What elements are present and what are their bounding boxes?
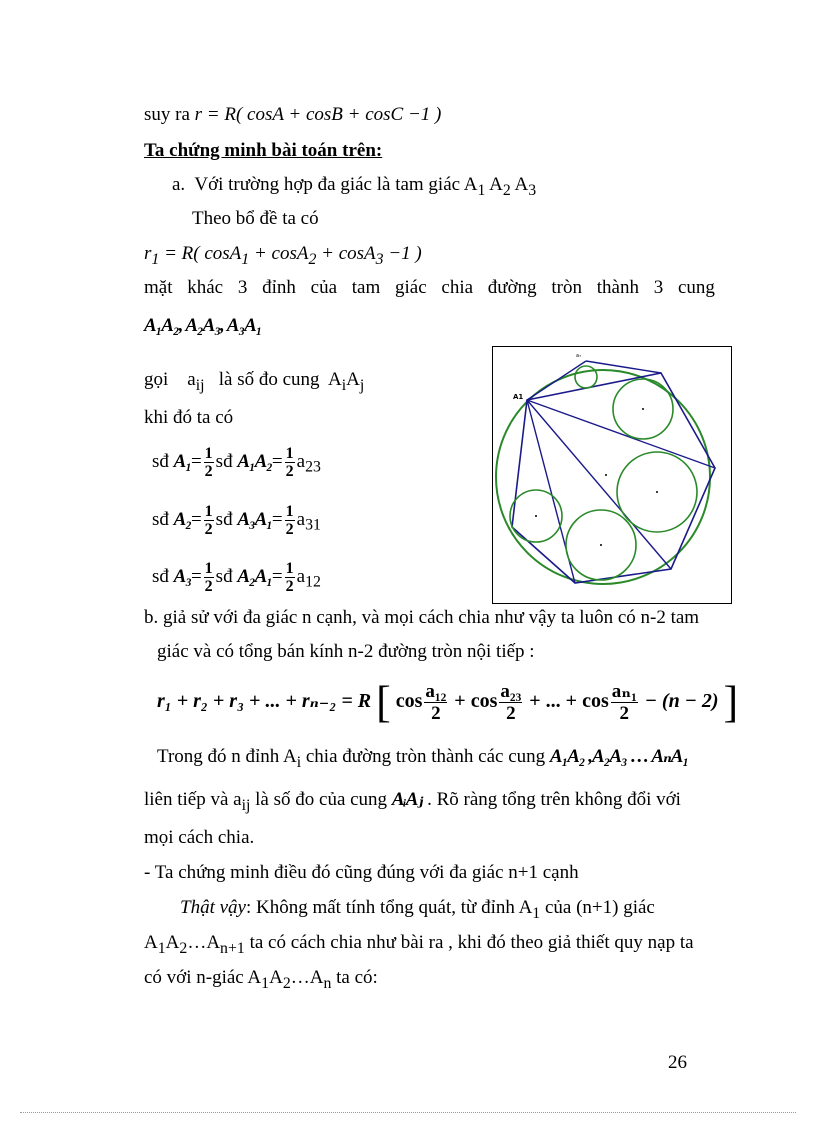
- eq-half2: [285, 560, 295, 595]
- frac-den: 2: [204, 521, 213, 538]
- eq-sd2: sđ: [215, 565, 233, 587]
- frac-den: 2: [285, 463, 294, 480]
- frac-den: 2: [506, 702, 516, 724]
- para2-text: Trong đó n đỉnh A: [157, 746, 297, 767]
- p7-s3: n+1: [220, 939, 245, 957]
- polygon-circle-figure: [492, 346, 732, 604]
- section-heading: Ta chứng minh bài toán trên:: [144, 140, 383, 161]
- eq-arc: A₂A₁: [237, 565, 272, 587]
- frac-den: 2: [204, 463, 213, 480]
- frac-num: 1: [285, 445, 294, 462]
- eq-arc: A₁A₂: [237, 450, 272, 472]
- eq-half: [204, 445, 214, 480]
- dots: + ... +: [529, 690, 578, 712]
- sum-lhs: r₁ + r₂ + r₃ + ... + rₙ₋₂ = R: [157, 690, 372, 712]
- eq-a-sub: 31: [305, 516, 321, 534]
- frac-den: 2: [431, 702, 441, 724]
- that-vay: Thật vậy: [180, 897, 246, 918]
- p7-s2: 2: [179, 939, 188, 957]
- goi-arc-s2: j: [359, 376, 365, 394]
- eq-a: a: [296, 565, 306, 587]
- eq-angle: A₂: [173, 508, 191, 530]
- f-p2: + cosA: [249, 243, 309, 264]
- frac-1: [424, 681, 447, 724]
- eq-a-sub: 23: [305, 458, 321, 476]
- cos-3: cos: [582, 690, 609, 712]
- frac-num: 1: [204, 503, 213, 520]
- para3-pre: liên tiếp và a: [144, 789, 242, 810]
- para6-sub: 1: [532, 904, 541, 922]
- goi-line: [144, 368, 364, 398]
- para-ta-chung-minh: - Ta chứng minh điều đó cũng đúng với đa giác n+1 cạnh: [144, 862, 579, 883]
- para3-rest: . Rõ ràng tổng trên không đổi với: [427, 789, 681, 810]
- sum-formula: [157, 676, 738, 726]
- eq-angle: A₃: [173, 565, 191, 587]
- cos-1: cos: [395, 690, 423, 712]
- eq-half: [204, 560, 214, 595]
- lemma-line: Theo bổ đề ta có: [192, 208, 319, 229]
- para2-sub: i: [296, 753, 302, 771]
- f-s3: 3: [375, 250, 384, 268]
- frac-num: aₙ₁: [611, 680, 637, 702]
- eq-sd: sđ: [152, 450, 169, 472]
- line-suy-ra: [144, 103, 441, 127]
- frac-num: a₁₂: [425, 680, 447, 702]
- label-small: a₇: [576, 353, 582, 359]
- f-end: −1 ): [383, 243, 422, 264]
- f-s2: 2: [308, 250, 317, 268]
- eq-sd2: sđ: [215, 450, 233, 472]
- para-moi-cach: mọi cách chia.: [144, 827, 255, 848]
- para-mat-khac: mặt khác 3 đỉnh của tam giác chia đường tròn thành 3 cung: [144, 277, 715, 298]
- r-symbol: r: [144, 243, 152, 264]
- eq-sd2: sđ: [215, 508, 233, 530]
- para3-arc: AᵢAⱼ: [391, 789, 423, 810]
- sub-1: 1: [477, 181, 486, 199]
- label-a1: A1: [513, 393, 524, 401]
- case-b-line1: b. giả sử với đa giác n cạnh, và mọi cách chia như vậy ta luôn có n-2 tam: [144, 607, 700, 628]
- frac-den: 2: [285, 521, 294, 538]
- case-a-line: [172, 173, 536, 203]
- sub-2: 2: [502, 181, 511, 199]
- goi-pre: gọi: [144, 369, 169, 390]
- frac-2: [499, 681, 522, 724]
- r-sub: 1: [151, 250, 160, 268]
- para2-arcs: A₁A₂ ,A₂A₃ … AₙA₁: [549, 746, 689, 767]
- frac-den: 2: [204, 578, 213, 595]
- eq-row: sđ A₂= $\frac{1}{2}$ sđ A₃A₁= $\frac{1}{2}$ $a_{31}$: [152, 503, 321, 538]
- p8-pre: có với n-giác A: [144, 967, 262, 988]
- f-s1: 1: [241, 250, 250, 268]
- frac-3: [611, 681, 638, 724]
- eq-a-sub: 12: [305, 573, 321, 591]
- para3-sub: ij: [241, 796, 251, 814]
- p8-s3: n: [323, 974, 332, 992]
- eq-half2: [285, 445, 295, 480]
- para-trong-do: [157, 745, 688, 775]
- p8-rest: ta có:: [331, 967, 378, 988]
- p8-c: …A: [290, 967, 324, 988]
- p7-s1: 1: [157, 939, 166, 957]
- para6-rest2: của (n+1) giác: [540, 897, 655, 918]
- r1-formula: [144, 242, 422, 272]
- eq-sd: sđ: [152, 565, 169, 587]
- para3-mid: là số đo của cung: [250, 789, 388, 810]
- case-b-line2: giác và có tổng bán kính n-2 đường tròn nội tiếp :: [157, 641, 535, 662]
- goi-arc: A: [328, 369, 342, 390]
- case-a-a2: A: [489, 174, 503, 195]
- para2-rest: chia đường tròn thành các cung: [301, 746, 546, 767]
- frac-num: 1: [285, 560, 294, 577]
- eq-angle: A₁: [173, 450, 191, 472]
- p7-b: A: [165, 932, 180, 953]
- frac-den: 2: [285, 578, 294, 595]
- p7-c: …A: [187, 932, 221, 953]
- eq-half: [204, 503, 214, 538]
- arcs-list: A₁A₂, A₂A₃, A₃A₁: [144, 315, 262, 336]
- goi-arc2: A: [346, 369, 360, 390]
- sub-3: 3: [528, 181, 537, 199]
- eq-sd: sđ: [152, 508, 169, 530]
- goi-arc-s1: i: [341, 376, 347, 394]
- eq-a: a: [296, 450, 306, 472]
- bracket-close: ]: [723, 677, 739, 727]
- goi-var: a: [187, 369, 196, 390]
- eq-row: sđ A₁= $\frac{1}{2}$ sđ A₁A₂= $\frac{1}{2}$ $a_{23}$: [152, 445, 321, 480]
- bracket-open: [: [376, 677, 391, 727]
- goi-var-sub: ij: [195, 376, 205, 394]
- case-a-a3: A: [514, 174, 529, 195]
- r-rest: = R( cosA: [159, 243, 242, 264]
- centers: [535, 408, 658, 546]
- eq-arc: A₃A₁: [237, 508, 272, 530]
- para-co-voi: [144, 966, 378, 996]
- eq-row: sđ A₃= $\frac{1}{2}$ sđ A₂A₁= $\frac{1}{2}$ $a_{12}$: [152, 560, 321, 595]
- figure-svg: [493, 347, 731, 603]
- frac-den: 2: [619, 702, 630, 724]
- para-a1a2: [144, 931, 694, 961]
- para-lien-tiep: [144, 788, 681, 818]
- p8-s2: 2: [282, 974, 291, 992]
- frac-num: 1: [204, 560, 213, 577]
- p7-a: A: [144, 932, 158, 953]
- sum-end: − (n − 2): [644, 690, 719, 712]
- plus: +: [454, 690, 466, 712]
- case-a-label: a.: [172, 174, 186, 195]
- goi-mid: là số đo cung: [218, 369, 320, 390]
- frac-num: a₂₃: [500, 680, 522, 702]
- eq-half2: [285, 503, 295, 538]
- para-that-vay: [180, 896, 655, 926]
- khi-do-line: khi đó ta có: [144, 407, 234, 428]
- formula-r: r = R( cosA + cosB + cosC −1 ): [194, 104, 442, 125]
- f-p3: + cosA: [316, 243, 376, 264]
- page-number: 26: [668, 1052, 687, 1073]
- p7-rest: ta có cách chia như bài ra , khi đó theo giả thiết quy nạp ta: [244, 932, 694, 953]
- p8-b: A: [269, 967, 283, 988]
- p8-s1: 1: [261, 974, 270, 992]
- eq-a: a: [296, 508, 306, 530]
- frac-num: 1: [285, 503, 294, 520]
- cos-2: cos: [470, 690, 498, 712]
- para6-rest: : Không mất tính tổng quát, từ đỉnh A: [245, 897, 533, 918]
- frac-num: 1: [204, 445, 213, 462]
- case-a-text: Với trường hợp đa giác là tam giác A: [194, 174, 478, 195]
- suy-ra-text: suy ra: [144, 104, 190, 125]
- footer-divider: [20, 1112, 796, 1113]
